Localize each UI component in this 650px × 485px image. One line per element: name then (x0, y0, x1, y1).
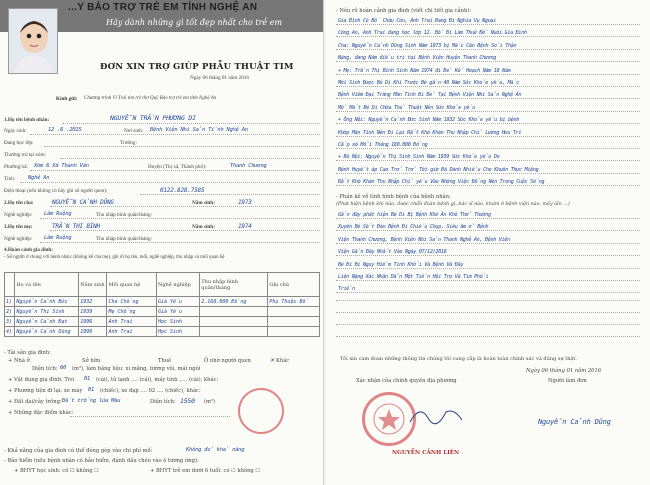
birthplace-label: Nơi sinh: (124, 128, 144, 134)
applicant-label: Người làm đơn (548, 378, 587, 384)
cell-name: Nguyễn Thị Sinh (15, 307, 79, 317)
father-label: 2.Họ tên cha: (4, 200, 34, 206)
local-auth-label: Xác nhận của chính quyền địa phương (356, 378, 457, 384)
insurance-label: - Bảo hiểm (nếu bệnh nhân có bảo hiểm, đánh dấu chéo vào ô tương ứng): (4, 458, 199, 464)
district-label: Huyện (Thị xã, Thành phố): (148, 164, 207, 170)
handwritten-line: Viện Thanh Chương, Bệnh Viện Nhi Sản Thanh Nghệ An, Bệnh Viện (338, 236, 510, 243)
mother-year-label: Năm sinh: (192, 224, 215, 230)
handwritten-line: Gia Đình Có Bố Cháu Con, Anh Trai Đang Đi Nghĩa Vụ Ngoại (338, 18, 497, 24)
cell-job: Già Yếu (156, 297, 199, 307)
mother-label: 3.Họ tên mẹ: (4, 224, 33, 230)
area-label: Diện tích: (32, 366, 58, 372)
patient-photo (8, 8, 58, 74)
cell-relation: Mẹ Chồng (107, 307, 157, 317)
land-area-label: Diện tích: (150, 399, 176, 405)
addressee: Chương trình Vì Trái tim trẻ thơ Quỹ Bảo trợ trẻ em tỉnh Nghệ An (84, 96, 217, 101)
family-situation-label: 4.Hoàn cảnh gia đình: (4, 247, 54, 253)
patient-name-label: 1.Họ tên bệnh nhân: (4, 117, 50, 123)
handwritten-line: Cấp xã Mỗi Tháng 180.000 Đồng (338, 142, 428, 148)
cell-income: 2.160.000 Đồng (200, 297, 268, 307)
contribution: Không đủ khả năng (186, 447, 245, 453)
handwritten-line: Gần đây phát hiện Bé Di Bị Bệnh Khó Ăn Khó Thở Thường (338, 212, 491, 218)
tv-count: 01 (84, 376, 91, 382)
mother-job: Làm Ruộng (44, 235, 72, 241)
handwritten-line: Rất Khó Khăn Thu Nhập Chỉ yếu Vào Những Việc Đồng Nên Trong Cuộc Sống (338, 179, 545, 186)
province: Nghệ An (28, 175, 50, 181)
cell-note (268, 307, 320, 317)
addressee-label: Kính gửi: (56, 96, 78, 102)
col-job: Nghề nghiệp (156, 273, 199, 297)
mother-year: 1974 (238, 223, 252, 230)
col-index (5, 273, 15, 297)
handwritten-line: Cha: Nguyễn Cảnh Dũng Sinh Năm 1973 bị Mắc Căn Bệnh Sỏi Thận (338, 42, 517, 49)
vehicles-rest: (chiếc), xe đạp .... 02 .... (chiếc), khác: (100, 388, 201, 394)
org-name: ...Y BẢO TRỢ TRẺ EM TỈNH NGHỆ AN (68, 2, 258, 13)
district: Thanh Chương (230, 163, 267, 169)
table-row (5, 327, 320, 337)
assets-label: - Tài sản gia đình: (4, 350, 51, 356)
table-row (5, 317, 320, 327)
story-label: - Nêu rõ hoàn cảnh gia đình (viết chi tiết gia cảnh): (336, 8, 472, 14)
phone-label: Điện thoại (nếu không có hãy ghi số người quen): (4, 188, 108, 194)
land-label: + Đất đai/cây trồng: (8, 399, 62, 405)
patient-name: NGUYỄN TRẦN PHƯƠNG DI (110, 114, 196, 122)
handwritten-line: Nặng, đang Năm điều trị tại Bệnh Viện Huyện Thanh Chương (338, 55, 497, 62)
ward: Xóm 6 Xã Thanh Văn (34, 163, 89, 169)
cell-name: Nguyễn Cảnh Đạt (15, 317, 79, 327)
mother-income-label: Thu nhập bình quân/tháng: (96, 236, 153, 242)
cell-idx: 1) (5, 297, 15, 307)
local-signer-name: NGUYỄN CẢNH LIÊN (392, 450, 460, 456)
table-row (5, 307, 320, 317)
cell-year: 1939 (79, 307, 107, 317)
cell-job: Học Sinh (156, 327, 199, 337)
land-area: 1550 (180, 397, 195, 405)
declaration: Tôi xin cam đoan những thông tin chúng tôi cung cấp là hoàn toàn chính xác và đúng sự thật. (340, 356, 578, 362)
father-year: 1973 (238, 199, 252, 206)
address-label: Thường trú tại xóm: (4, 152, 47, 158)
col-name: Họ và tên (15, 273, 79, 297)
mother-name: TRẦN THỊ BÌNH (52, 223, 100, 230)
col-relation: Mối quan hệ (107, 273, 157, 297)
contribution-label: - Khả năng của gia đình có thể đóng góp vào chi phí mổ: (4, 448, 153, 454)
cell-relation: Cha Chồng (107, 297, 157, 307)
cell-year: 1998 (79, 327, 107, 337)
handwritten-line: + Mẹ: Trần Thị Bình Sinh Năm 1974 đi Đẻ Kế Hoạch Năm 18 Năm (338, 67, 511, 74)
bhyt-child: + BHYT trẻ em dưới 6 tuổi: có ☐ không ☐ (150, 468, 261, 474)
birthplace: Bệnh Viện Nhi Sản Tỉnh Nghệ An (150, 127, 248, 133)
province-label: Tỉnh: (4, 176, 16, 182)
form-title: ĐƠN XIN TRỢ GIÚP PHẪU THUẬT TIM (100, 62, 294, 72)
cell-name: Nguyễn Cảnh Dũng (15, 327, 79, 337)
handwritten-line: + Ông Nội: Nguyễn Cảnh Đức Sinh Năm 1932 Sức Khỏe yếu bị bệnh (338, 117, 520, 124)
cell-job: Già Yếu (156, 307, 199, 317)
cell-note: Phụ Thuộc Bố (268, 297, 320, 307)
handwritten-line: Công An, Anh Trai đang học lớp 12. Bố Đi Làm Thuê Để Nuôi Gia Đình (338, 30, 527, 37)
medical-note: (Phát hiện bệnh khi nào, được chẩn đoán bệnh gì, bác sĩ nào, khám ở bệnh viện nào, mấy lần ...) (336, 202, 570, 207)
house-other-check: ✕ (270, 356, 275, 364)
sign-date: Ngày 06 tháng 01 năm 2016 (526, 368, 602, 374)
cell-year: 1996 (79, 317, 107, 327)
cell-idx: 2) (5, 307, 15, 317)
handwritten-line: Triển (338, 286, 355, 293)
cell-name: Nguyễn Cảnh Đức (15, 297, 79, 307)
slogan: Hãy dành những gì tốt đẹp nhất cho trẻ em (106, 18, 283, 27)
mother-job-label: Nghề nghiệp: (4, 236, 33, 242)
handwritten-line: + Bà Nội: Nguyễn Thị Sinh Sinh Năm 1939 Sức Khỏe yếu Do (338, 154, 500, 161)
form-page-right (326, 0, 650, 485)
col-note: Ghi chú (268, 273, 320, 297)
local-signature (406, 400, 466, 430)
dob: 12 .6 .2015 (48, 127, 82, 133)
form-page-left (0, 0, 324, 485)
cell-note (268, 327, 320, 337)
col-income: Thu nhập bình quân/tháng (200, 273, 268, 297)
handwritten-line: Xuyên Bé Sốt Đàn Bệnh Đi Chiếu Chụp, Siêu âm ở Bệnh (338, 224, 489, 231)
household-table (4, 272, 320, 337)
cell-idx: 4) (5, 327, 15, 337)
handwritten-line: Mổ Mắt Bé Di Chữa Thủ Thuật Nên Sức Khỏe yếu (338, 104, 476, 111)
form-date: Ngày 06 tháng 01 năm 2016 (190, 75, 249, 81)
goods-rest: (cái), tủ lạnh .... (cái), máy tính ..... (cái), khác: (96, 377, 219, 383)
medical-label: - Phần kê về tình hình bệnh của bệnh nhân: (336, 194, 451, 200)
handwritten-line: Viện Gần Đây Nhất Vào Ngày 07/12/2016 (338, 249, 447, 256)
other-features-label: + Những đặc điểm khác: (8, 410, 74, 416)
table-row (5, 297, 320, 307)
father-income-label: Thu nhập bình quân/tháng: (96, 212, 153, 218)
father-job: Làm Ruộng (44, 211, 72, 217)
father-year-label: Năm sinh: (192, 200, 215, 206)
area-detail: (m²), làm bằng liệu: xi măng, tường vôi, mái ngói (72, 366, 201, 372)
cell-note (268, 317, 320, 327)
house-owned: Sở hữu (82, 358, 101, 364)
cell-income (200, 307, 268, 317)
house-other: Khác (276, 358, 290, 364)
handwritten-line: Liên Nặng Xác Nhận Dẫn Một Tiền Hội Trợ Và Tim Phổi (338, 274, 489, 280)
house-rent: Thuê (158, 358, 172, 364)
cell-income (200, 327, 268, 337)
cell-relation: Anh Trai (107, 327, 157, 337)
house-label: + Nhà ở (8, 358, 30, 364)
handwritten-line: Bệnh Huyết áp Cao Trở Trở Tới giờ Đã Dành Nhiều Cho Khuôn Thực Miệng (338, 166, 539, 173)
goods-label: + Vật dụng gia đình: Tivi (8, 377, 75, 383)
phone: 0122.828.7585 (160, 187, 205, 194)
cell-idx: 3) (5, 317, 15, 327)
ward-label: Phường/xã: (4, 164, 28, 170)
house-relative: Ở nhờ người quen (204, 358, 251, 364)
applicant-signature: Nguyễn Cảnh Dũng (538, 418, 611, 426)
land-area-unit: (m²) (204, 399, 216, 405)
handwritten-line: Mới Sinh Được Bé Di Khi Trước Bé gần 40 Năm Sức Khỏe yếu, Mắc (338, 80, 520, 86)
cell-job: Học Sinh (156, 317, 199, 327)
father-name: NGUYỄN CẢNH DŨNG (52, 199, 114, 206)
cell-relation: Anh Trai (107, 317, 157, 327)
handwritten-line: Khớp Mãn Tính Nên Đi Lại Rất Khó Khăn Thu Nhập Chỉ Lương Hưu Trí (338, 129, 522, 136)
bhyt-student: + BHYT học sinh: có ☐ không ☐ (14, 468, 99, 474)
school-label: Trường: (120, 140, 137, 146)
family-note: - Số người ở chung với bệnh nhân: (không kể cha mẹ), ghi rõ họ tên, tuổi, nghề nghiệp, thu nhập và mối quan hệ (4, 255, 225, 260)
left-stamp (238, 388, 284, 434)
vehicles-label: + Phương tiện đi lại: xe máy (8, 388, 83, 394)
col-year: Năm sinh (79, 273, 107, 297)
cell-year: 1932 (79, 297, 107, 307)
dob-label: Ngày sinh: (4, 128, 27, 134)
father-job-label: Nghề nghiệp: (4, 212, 33, 218)
area: 60 (60, 365, 67, 371)
land: Đất trồng lúa Màu (62, 398, 121, 404)
class-label: Đang học lớp: (4, 140, 34, 146)
motorbike-count: 01 (88, 387, 95, 393)
handwritten-line: Bệnh Viêm Đại Tràng Mãn Tính Đi Đẻ Tại Bệnh Viện Nhi Sản Nghệ An (338, 92, 522, 99)
handwritten-line: Bé Đi Bị Nguy Hiểm Tinh Khối Và Bệnh Và Đây (338, 261, 464, 268)
cell-income (200, 317, 268, 327)
